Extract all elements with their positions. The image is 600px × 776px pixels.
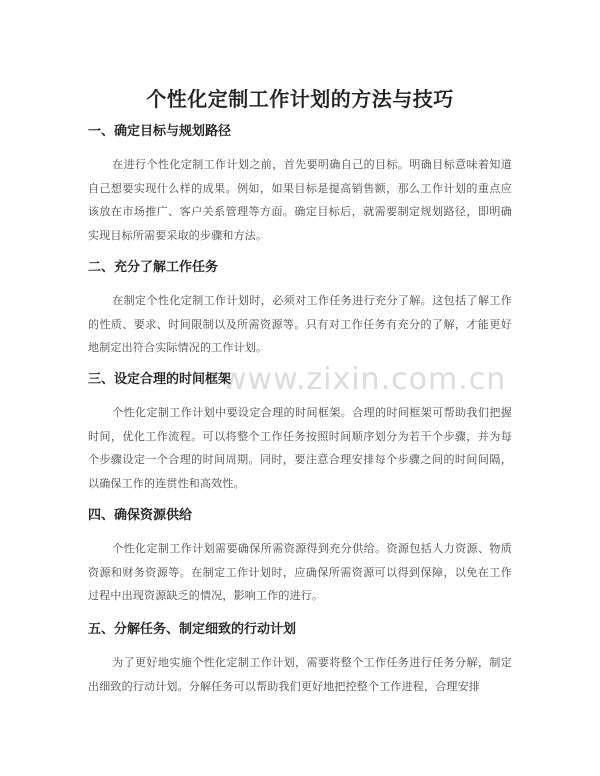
watermark: www.zixin.com.cn [222, 362, 507, 397]
section-5 [88, 620, 512, 698]
section-paragraph: 为了更好地实施个性化定制工作计划，需要将整个工作任务进行任务分解，制定出细致的行动计划。分解任务可以帮助我们更好地把控整个工作进程，合理安排 [88, 656, 512, 693]
section-paragraph: 在制定个性化定制工作计划时，必须对工作任务进行充分了解。这包括了解工作的性质、要求、时间限制以及所需资源等。只有对工作任务有充分的了解，才能更好地制定出符合实际情况的工作计划。 [88, 294, 512, 354]
section-heading: 四、确保资源供给 [88, 508, 193, 523]
section-2 [88, 258, 512, 360]
page-title: 个性化定制工作计划的方法与技巧 [146, 87, 454, 112]
section-3 [88, 370, 512, 495]
section-heading: 三、设定合理的时间框架 [88, 372, 232, 387]
section-paragraph: 个性化定制工作计划需要确保所需资源得到充分供给。资源包括人力资源、物质资源和财务资源等。在制定工作计划时，应确保所需资源可以得到保障，以免在工作过程中出现资源缺乏的情况，影响工作的进行。 [88, 542, 512, 602]
section-heading: 二、充分了解工作任务 [88, 260, 219, 275]
section-heading: 一、确定目标与规划路径 [88, 124, 232, 139]
section-1 [88, 122, 512, 247]
section-4 [88, 506, 512, 608]
section-paragraph: 个性化定制工作计划中要设定合理的时间框架。合理的时间框架可帮助我们把握时间，优化工作流程。可以将整个工作任务按照时间顺序划分为若干个步骤，并为每个步骤设定一个合理的时间周期。同时，要注意合理安排每个步骤之间的时间间隔，以确保工作的连贯性和高效性。 [88, 406, 512, 490]
section-paragraph: 在进行个性化定制工作计划之前，首先要明确自己的目标。明确目标意味着知道自己想要实现什么样的成果。例如，如果目标是提高销售额，那么工作计划的重点应该放在市场推广、客户关系管理等方面。确定目标后，就需要制定规划路径，即明确实现目标所需要采取的步骤和方法。 [88, 158, 512, 242]
section-heading: 五、分解任务、制定细致的行动计划 [88, 622, 297, 637]
